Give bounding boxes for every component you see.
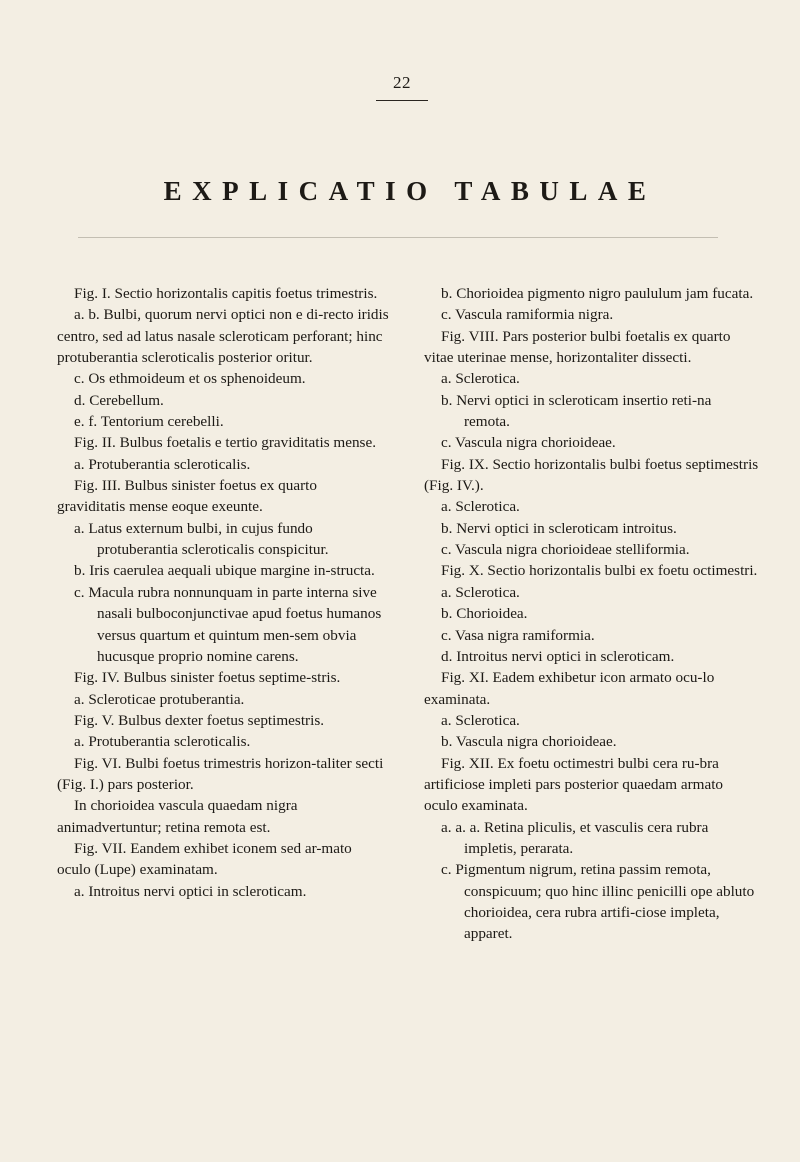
legend-entry: c. Vascula nigra chorioideae. xyxy=(441,434,616,452)
legend-entry: b. Vascula nigra chorioideae. xyxy=(441,733,617,751)
legend-entry: c. Macula rubra nonnunquam in parte interna sive nasali bulboconjunctivae apud foetus humanos versus quartum et quintum men-sem obvia hucusque proprio nomine carens. xyxy=(74,583,382,665)
legend-entry: c. Vascula ramiformia nigra. xyxy=(441,306,614,324)
figure-caption: Fig. IX. Sectio horizontalis bulbi foetus septimestris (Fig. IV.). xyxy=(424,455,759,495)
figure-caption: Fig. VIII. Pars posterior bulbi foetalis ex quarto vitae uterinae mense, horizontaliter dissecti. xyxy=(424,327,731,367)
legend-entry: a. b. Bulbi, quorum nervi optici non e di-recto iridis centro, sed ad latus nasale scleroticam perforant; hinc protuberantia scleroticalis posterior oritur. xyxy=(57,306,389,367)
legend-entry: e. f. Tentorium cerebelli. xyxy=(74,413,224,431)
figure-caption: Fig. VI. Bulbi foetus trimestris horizon-taliter secti (Fig. I.) pars posterior. xyxy=(57,754,384,793)
legend-entry: a. Sclerotica. xyxy=(441,711,520,729)
page-number-rule xyxy=(376,100,428,101)
figure-caption: Fig. X. Sectio horizontalis bulbi ex foetu octimestri. xyxy=(441,562,758,580)
legend-entry: a. Scleroticae protuberantia. xyxy=(74,690,245,708)
page-title: EXPLICATIO TABULAE xyxy=(163,176,657,206)
figure-caption: Fig. IV. Bulbus sinister foetus septime-stris. xyxy=(74,669,341,687)
page-number: 22 xyxy=(393,73,411,92)
figure-caption: Fig. VII. Eandem exhibet iconem sed ar-mato oculo (Lupe) examinatam. xyxy=(57,839,352,879)
legend-entry: b. Iris caerulea aequali ubique margine in-structa. xyxy=(74,562,375,580)
figure-caption: Fig. XI. Eadem exhibetur icon armato ocu-lo examinata. xyxy=(424,669,715,708)
title-rule xyxy=(78,237,718,238)
figure-caption: Fig. V. Bulbus dexter foetus septimestris. xyxy=(74,711,325,729)
legend-entry: a. Sclerotica. xyxy=(441,498,520,516)
legend-entry: c. Os ethmoideum et os sphenoideum. xyxy=(74,370,306,388)
legend-entry: a. Protuberantia scleroticalis. xyxy=(74,455,251,473)
figure-caption: Fig. I. Sectio horizontalis capitis foetus trimestris. xyxy=(74,285,378,302)
figure-caption: Fig. II. Bulbus foetalis e tertio graviditatis mense. xyxy=(74,434,377,452)
figure-caption: Fig. XII. Ex foetu octimestri bulbi cera ru-bra artificiose impleti pars posterior quaedam armato oculo examinata. xyxy=(424,754,724,815)
legend-entry: a. Introitus nervi optici in scleroticam. xyxy=(74,882,307,900)
legend-entry: a. Protuberantia scleroticalis. xyxy=(74,733,251,751)
legend-entry: c. Vasa nigra ramiformia. xyxy=(441,626,595,644)
legend-entry: a. a. a. Retina pliculis, et vasculis cera rubra impletis, perarata. xyxy=(441,818,709,857)
legend-entry: d. Cerebellum. xyxy=(74,391,164,409)
legend-entry: b. Nervi optici in scleroticam insertio reti-na remota. xyxy=(441,391,712,431)
legend-entry: In chorioidea vascula quaedam nigra animadvertuntur; retina remota est. xyxy=(57,797,298,836)
left-column xyxy=(57,283,389,902)
legend-entry: b. Chorioidea. xyxy=(441,605,528,623)
legend-entry: b. Nervi optici in scleroticam introitus. xyxy=(441,519,677,537)
figure-caption: Fig. III. Bulbus sinister foetus ex quarto graviditatis mense eoque exeunte. xyxy=(57,477,317,516)
legend-entry: d. Introitus nervi optici in scleroticam. xyxy=(441,647,675,665)
legend-entry: a. Sclerotica. xyxy=(441,370,520,388)
legend-entry: c. Pigmentum nigrum, retina passim remota, conspicuum; quo hinc illinc penicilli ope abluto chorioidea, cera rubra artifi-ciose impleta, apparet. xyxy=(441,861,755,943)
right-column xyxy=(424,283,760,945)
legend-entry: c. Vascula nigra chorioideae stelliformia. xyxy=(441,541,690,559)
legend-entry: a. Sclerotica. xyxy=(441,583,520,601)
legend-entry: b. Chorioidea pigmento nigro paululum jam fucata. xyxy=(441,285,754,302)
legend-entry: a. Latus externum bulbi, in cujus fundo protuberantia scleroticalis conspicitur. xyxy=(74,519,329,559)
